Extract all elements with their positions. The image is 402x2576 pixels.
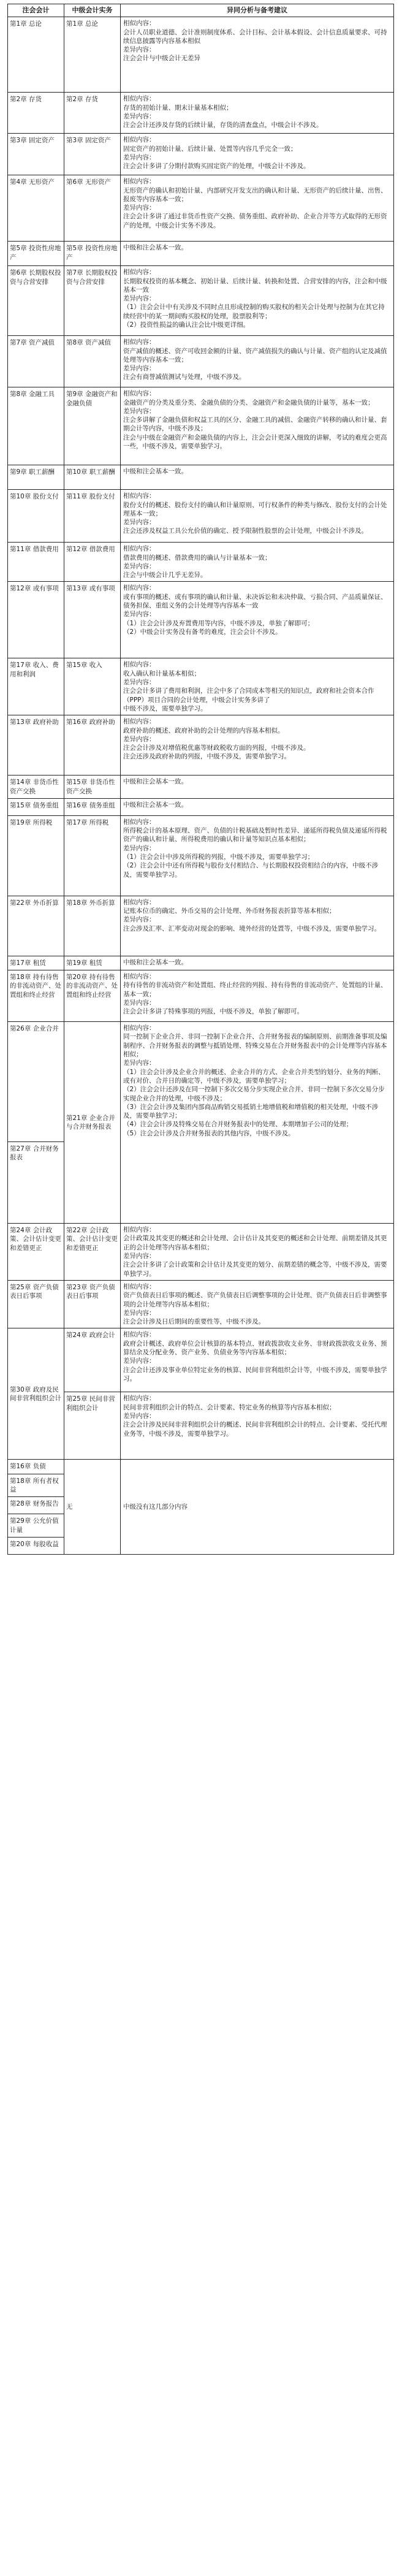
analysis-line: 差异内容： (123, 916, 156, 924)
analysis-line: 差异内容： (123, 611, 156, 619)
cpa-chapter-cell: 第18章 持有待售的非流动资产、处置组和终止经营 (8, 970, 64, 1022)
analysis-cell (121, 387, 394, 465)
analysis-cell (121, 775, 394, 799)
analysis-line: 注会会计涉及民间非营利组织会计的概述、民间非营利组织会计的特点、会计要素、受托代理业务等，中级不涉及，需要单独学习。 (123, 1421, 387, 1438)
intermediate-chapter-cell: 第21章 企业合并与合并财务报表 (64, 1022, 121, 1224)
cpa-chapter-cell: 第24章 会计政策、会计估计变更和差错更正 (8, 1224, 64, 1281)
analysis-line: （1）注会会计涉及企业合并的概述、企业合并的方式、企业合并类型的划分、业务的判断、或有对价、合并日的确定等，中级不涉及，需要单独学习； (123, 1068, 385, 1084)
analysis-line: 相似内容： (123, 718, 156, 726)
intermediate-chapter-cell: 第5章 投资性房地产 (64, 242, 121, 266)
intermediate-chapter-cell: 第24章 政府会计 (64, 1328, 121, 1392)
table-row (8, 93, 394, 134)
table-row (8, 465, 394, 490)
table-row (8, 242, 394, 266)
table-row (8, 17, 394, 93)
analysis-cell (121, 1280, 394, 1328)
table-row (8, 896, 394, 956)
cpa-chapter-cell: 第14章 非货币性资产交换 (8, 775, 64, 799)
intermediate-chapter-cell: 第23章 资产负债表日后事项 (64, 1280, 121, 1328)
comparison-table (7, 4, 394, 1555)
analysis-line: 相似内容： (123, 584, 156, 592)
cpa-chapter-cell: 第12章 或有事项 (8, 582, 64, 658)
cpa-chapter-cell: 第9章 职工薪酬 (8, 465, 64, 490)
analysis-line: 相似内容： (123, 545, 156, 553)
analysis-line: 中级不涉及，需要单独学习。 (123, 704, 207, 712)
intermediate-chapter-cell: 第15章 收入 (64, 658, 121, 715)
analysis-line: 相似内容： (123, 95, 156, 103)
analysis-line: （3）注会会计涉及集团内部商品购销交易抵销土地增值税和增值税的相关处理，中级不涉及，需要单独学习； (123, 1103, 379, 1120)
analysis-line: 相似内容： (123, 269, 156, 276)
analysis-line: 相似内容： (123, 20, 156, 28)
intermediate-chapter-cell: 第13章 或有事项 (64, 582, 121, 658)
analysis-line: 差异内容： (123, 112, 156, 120)
table-row (8, 1224, 394, 1281)
analysis-cell (121, 1224, 394, 1281)
cpa-chapter-cell: 第16章 负债 (8, 1460, 64, 1474)
analysis-line: 差异内容： (123, 735, 156, 743)
cpa-chapter-cell: 第29章 公允价值计量 (8, 1514, 64, 1538)
table-body (8, 17, 394, 1555)
analysis-line: 注会与中级在金融资产和金融负债的内容上，注会会计更深入细致的讲解，考试的难度会更高一些，中级不涉及，需要单独学习。 (123, 433, 387, 451)
analysis-line: 长期股权投资的基本概念、初始计量、后续计量、转换和处置、合营安排的内容，注会和中级基本一致 (123, 277, 387, 294)
cpa-chapter-cell: 第2章 存货 (8, 93, 64, 134)
intermediate-chapter-cell: 第25章 民间非营利组织会计 (64, 1392, 121, 1460)
analysis-line: 记账本位币的确定、外币交易的会计处理、外币财务报表折算等基本相似； (123, 907, 336, 915)
analysis-line: 相似内容： (123, 1331, 156, 1339)
cpa-chapter-cell: 第11章 借款费用 (8, 543, 64, 582)
analysis-line: 注会还涉及权益工具公允价值的确定、授予限制性股票的会计处理，中级会计不涉及。 (123, 527, 368, 535)
analysis-line: 相似内容： (123, 136, 156, 144)
analysis-line: 股份支付的概述、股份支付的确认和计量原则、可行权条件的种类与修改、股份支付的会计处理基本一致； (123, 501, 387, 517)
analysis-line: 相似内容： (123, 492, 156, 500)
intermediate-chapter-cell: 第3章 固定资产 (64, 134, 121, 175)
cpa-chapter-cell: 第6章 长期股权投资与合营安排 (8, 266, 64, 336)
analysis-line: 注会会计还涉及存货的后续计量，存货的清查盘点，中级会计不涉及。 (123, 121, 323, 129)
analysis-cell (121, 896, 394, 956)
cpa-chapter-cell: 第8章 金融工具 (8, 387, 64, 465)
analysis-line: 差异内容： (123, 295, 156, 303)
analysis-line: 差异内容： (123, 1252, 156, 1260)
intermediate-chapter-cell: 第1章 总论 (64, 17, 121, 93)
analysis-line: 差异内容： (123, 407, 156, 415)
table-row (8, 775, 394, 799)
analysis-line: 持有待售的非流动资产和处置组、终止经营的列报、持有待售的非流动资产、处置组的计量、基本一致； (123, 981, 387, 998)
analysis-line: （2）投资性损益的确认注会比中级更详细。 (123, 321, 250, 329)
analysis-line: 政府会计概述、政府单位会计核算的基本特点、财政拨款收支业务、非财政拨款收支业务、预算结余及分配业务、资产业务、负债业务等内容基本相似； (123, 1339, 387, 1357)
analysis-line: 差异内容： (123, 562, 156, 570)
analysis-cell (121, 1022, 394, 1224)
cpa-chapter-cell: 第22章 外币折算 (8, 896, 64, 956)
table-row (8, 815, 394, 896)
analysis-line: 差异内容： (123, 1309, 156, 1317)
analysis-line: 政府补助的概述、政府补助的会计处理的内容基本相似。 (123, 726, 284, 734)
table-row (8, 582, 394, 658)
analysis-line: 注会还涉及政府补助的列报，中级不涉及，需要单独学习。 (123, 753, 290, 761)
analysis-cell (121, 715, 394, 775)
cpa-chapter-cell: 第15章 债务重组 (8, 798, 64, 815)
analysis-line: 民间非营利组织会计的特点、会计要素、特定业务的核算等内容基本相似； (123, 1403, 336, 1411)
analysis-cell (121, 93, 394, 134)
analysis-line: 注会会计多讲了分期付款购买固定资产的处理，中级会计不涉及。 (123, 162, 310, 170)
analysis-cell (121, 658, 394, 715)
analysis-cell (121, 798, 394, 815)
analysis-line: 注会与中级会计几乎无差异。 (123, 571, 207, 579)
analysis-line: 资产负债表日后事项的概述、资产负债表日后调整事项的会计处理、资产负债表日后非调整事项的会计处理等内容基本相似； (123, 1292, 387, 1308)
analysis-cell (121, 1392, 394, 1460)
analysis-line: 相似内容： (123, 898, 156, 906)
cpa-chapter-cell: 第25章 资产负债表日后事项 (8, 1280, 64, 1328)
table-row (8, 387, 394, 465)
analysis-cell (121, 582, 394, 658)
analysis-line: 注会会计多讲了会计政策和会计估计及其变更的划分、前期差错的概念等，中级不涉及，需要单独学习。 (123, 1261, 387, 1278)
analysis-line: 相似内容： (123, 973, 156, 981)
analysis-line: 注会会计涉及对增值税优惠等财政税收方面的列报，中级不涉及。 (123, 744, 310, 752)
analysis-line: 相似内容： (123, 1282, 156, 1290)
intermediate-chapter-cell: 第17章 所得税 (64, 815, 121, 896)
analysis-line: 差异内容： (123, 1412, 156, 1420)
analysis-cell (121, 543, 394, 582)
analysis-line: 注会会计还涉及事业单位特定业务的核算、民间非营利组织会计等，中级不涉及，需要单独学习。 (123, 1366, 387, 1382)
analysis-cell (121, 242, 394, 266)
analysis-line: 中级和注会基本一致。 (123, 778, 188, 786)
intermediate-chapter-cell: 第22章 会计政策、会计估计变更和差错更正 (64, 1224, 121, 1281)
cpa-chapter-cell: 第7章 资产减值 (8, 336, 64, 387)
analysis-line: 差异内容： (123, 519, 156, 527)
analysis-line: 或有事项的概述、或有事项的确认和计量、未决诉讼和未决仲裁、亏损合同、产品质量保证、债务担保、重组义务的会计处理等内容基本一致 (123, 593, 387, 610)
analysis-line: 会计人员职业道德、会计准则制度体系、会计目标、会计基本假设、会计信息质量要求、可持续信息披露等内容基本相似 (123, 28, 387, 45)
cpa-chapter-cell: 第28章 财务报告 (8, 1497, 64, 1514)
analysis-line: 相似内容： (123, 1395, 156, 1403)
table-row (8, 1022, 394, 1142)
table-row (8, 490, 394, 543)
cpa-chapter-cell: 第27章 合并财务报表 (8, 1142, 64, 1224)
cpa-chapter-cell: 第3章 固定资产 (8, 134, 64, 175)
analysis-cell: 中级没有这几部分内容 (121, 1460, 394, 1554)
intermediate-chapter-cell: 第8章 资产减值 (64, 336, 121, 387)
cpa-chapter-cell: 第1章 总论 (8, 17, 64, 93)
analysis-line: 收入确认和计量基本相似； (123, 669, 200, 677)
analysis-line: 金融资产的分类及重分类、金融负债的分类、金融资产和金融负债的计量等，基本一致； (123, 398, 374, 406)
cpa-chapter-cell: 第26章 企业合并 (8, 1022, 64, 1142)
analysis-line: 固定资产的初始计量、后续计量、处置等内容几乎完全一致； (123, 145, 297, 153)
analysis-line: 差异内容： (123, 1357, 156, 1365)
table-row (8, 970, 394, 1022)
table-row (8, 798, 394, 815)
analysis-line: 相似内容： (123, 818, 156, 826)
analysis-line: 注会会计与中级会计无差异 (123, 55, 200, 63)
intermediate-chapter-cell: 第6章 无形资产 (64, 175, 121, 242)
table-row (8, 175, 394, 242)
analysis-cell (121, 970, 394, 1022)
analysis-line: 差异内容： (123, 153, 156, 161)
intermediate-chapter-cell: 第18章 外币折算 (64, 896, 121, 956)
analysis-line: 相似内容： (123, 1226, 156, 1234)
cpa-chapter-cell: 第17章 租赁 (8, 956, 64, 970)
analysis-line: 相似内容： (123, 338, 156, 346)
table-row (8, 1280, 394, 1328)
analysis-line: （5）注会会计涉及合并财务报表的其他内容，中级不涉及。 (123, 1129, 295, 1137)
table-row (8, 1460, 394, 1474)
intermediate-chapter-cell: 第11章 股份支付 (64, 490, 121, 543)
analysis-line: 中级和注会基本一致。 (123, 244, 188, 252)
analysis-line: （1）注会会计中有关涉及不同时点且形成控制的购买股权的相关会计处理与控制为在其它持续经营中的某一期间购买股权的处理，股票股利等； (123, 303, 385, 320)
analysis-line: 差异内容： (123, 844, 156, 852)
analysis-line: 相似内容： (123, 178, 156, 186)
analysis-line: 注会会计涉及日后期间的重要性等，中级不涉及。 (123, 1318, 265, 1326)
analysis-line: 相似内容： (123, 661, 156, 669)
intermediate-chapter-cell: 第19章 租赁 (64, 956, 121, 970)
analysis-cell (121, 336, 394, 387)
header-analysis: 异同分析与备考建议 (121, 4, 394, 17)
analysis-line: 中级和注会基本一致。 (123, 468, 188, 476)
table-row (8, 543, 394, 582)
intermediate-chapter-cell: 第7章 长期股权投资与合营安排 (64, 266, 121, 336)
analysis-line: 所得税会计的基本原理、资产、负债的计税基础及暂时性差异、递延所得税负债及递延所得税资产的确认和计量、所得税费用的确认和计量等知识点基本相似； (123, 827, 387, 844)
analysis-line: 借款费用的概述、借款费用的确认与计量基本一致； (123, 554, 271, 562)
analysis-line: （4）注会会计涉及特殊交易在合并财务报表中的处理、本期增加子公司的处理； (123, 1121, 353, 1129)
cpa-chapter-cell: 第17章 收入、费用和利润 (8, 658, 64, 715)
intermediate-chapter-cell: 第9章 金融资产和金融负债 (64, 387, 121, 465)
analysis-line: 无形资产的确认和初始计量、内部研究开发支出的确认和计量、无形资产的后续计量、出售、报废等内容基本一致； (123, 186, 387, 203)
analysis-line: 注会有商誉减值测试与处理，中级不涉及。 (123, 373, 246, 381)
analysis-line: 相似内容： (123, 1024, 156, 1032)
cpa-chapter-cell: 第5章 投资性房地产 (8, 242, 64, 266)
table-header-row (8, 4, 394, 17)
table-row (8, 658, 394, 715)
analysis-cell (121, 465, 394, 490)
analysis-line: 相似内容： (123, 390, 156, 398)
cpa-chapter-cell: 第4章 无形资产 (8, 175, 64, 242)
analysis-line: 差异内容： (123, 999, 156, 1007)
cpa-chapter-cell: 第18章 所有者权益 (8, 1474, 64, 1497)
table-row (8, 715, 394, 775)
analysis-cell (121, 134, 394, 175)
analysis-line: 中级和注会基本一致。 (123, 801, 188, 809)
analysis-line: 差异内容： (123, 1059, 156, 1067)
analysis-line: 存货的初始计量、期末计量基本相似； (123, 104, 233, 112)
analysis-line: 会计政策及其变更的概述和会计处理、会计估计及其变更的概述和会计处理、前期差错及其更正的会计处理等内容基本相似； (123, 1235, 387, 1251)
cpa-chapter-cell: 第10章 股份支付 (8, 490, 64, 543)
header-intermediate: 中级会计实务 (64, 4, 121, 17)
analysis-line: 资产减值的概述、资产可收回金额的计量、资产减值损失的确认与计量、资产组的认定及减值处理等内容基本一致； (123, 347, 387, 364)
intermediate-chapter-cell: 第2章 存货 (64, 93, 121, 134)
intermediate-chapter-cell: 第16章 债务重组 (64, 798, 121, 815)
analysis-line: 差异内容： (123, 679, 156, 687)
table-row (8, 956, 394, 970)
analysis-line: 同一控制下企业合并、非同一控制下企业合并、合并财务报表的编制原则、前期准备事项及编制程序、合并财务报表的调整与抵销处理、特殊交易在合并财务报表中的会计处理等内容基本相似； (123, 1033, 387, 1059)
intermediate-chapter-cell: 第12章 借款费用 (64, 543, 121, 582)
analysis-line: （1）注会会计涉及弃置费用等内容，中级不涉及，单独了解即可； (123, 619, 314, 627)
cpa-chapter-cell: 第20章 每股收益 (8, 1537, 64, 1554)
table-row (8, 266, 394, 336)
analysis-line: 注会多讲解了金融负债和权益工具的区分、金融工具的减值、金融资产转移的确认和计量、套期会计等内容，中级不涉及； (123, 416, 387, 433)
intermediate-chapter-cell: 第10章 职工薪酬 (64, 465, 121, 490)
analysis-line: （2）注会会计中还有所得税与股份支付相结合、与长期股权投资相结合的内容，中级不涉及，需要单独学习。 (123, 862, 379, 878)
intermediate-chapter-cell: 第16章 政府补助 (64, 715, 121, 775)
intermediate-chapter-cell: 第20章 持有待售的非流动资产、处置组和终止经营 (64, 970, 121, 1022)
analysis-line: 差异内容： (123, 365, 156, 373)
analysis-line: 注会会计多讲了费用和利润，注会中多了合同成本等相关的知识点，政府和社会资本合作（PPP）项目合同的会计处理，中级会计实务多讲了 (123, 687, 374, 704)
analysis-cell (121, 175, 394, 242)
analysis-line: 中级和注会基本一致。 (123, 958, 188, 966)
analysis-cell (121, 815, 394, 896)
analysis-cell (121, 956, 394, 970)
header-cpa: 注会会计 (8, 4, 64, 17)
table-row (8, 1392, 394, 1460)
cpa-chapter-cell: 第30章 政府及民间非营利组织会计 (8, 1328, 64, 1460)
analysis-cell (121, 17, 394, 93)
analysis-line: 注会会计多讲了特殊事项的列报，中级不涉及，单独了解即可。 (123, 1008, 303, 1016)
intermediate-chapter-cell: 无 (64, 1460, 121, 1554)
cpa-chapter-cell: 第19章 所得税 (8, 815, 64, 896)
analysis-line: 注会会计多讲了通过非货币性资产交换、债务重组、政府补助、企业合并等方式取得的无形资产的处理，中级会计实务不涉及。 (123, 213, 387, 229)
analysis-line: （2）注会会计还涉及在同一控制下多次交易分步实现企业合并、非同一控制下多次交易分步实现企业合并的处理，中级不涉及； (123, 1086, 385, 1102)
table-row (8, 1328, 394, 1392)
analysis-line: 差异内容： (123, 46, 156, 54)
cpa-chapter-cell: 第13章 政府补助 (8, 715, 64, 775)
table-row (8, 336, 394, 387)
comparison-table-wrap (7, 0, 393, 1555)
analysis-line: 注会涉及汇率、汇率变动对现金的影响、境外经营的处置等，中级不涉及，需要单独学习。 (123, 924, 381, 932)
intermediate-chapter-cell: 第15章 非货币性资产交换 (64, 775, 121, 799)
analysis-line: （2）中级会计实务没有备考的难度，注会会计不涉及。 (123, 628, 282, 636)
analysis-line: （1）注会会计中涉及所得税的列报，中级不涉及，需要单独学习； (123, 853, 314, 861)
table-row (8, 134, 394, 175)
analysis-cell (121, 266, 394, 336)
analysis-cell (121, 490, 394, 543)
analysis-line: 差异内容： (123, 204, 156, 212)
analysis-cell (121, 1328, 394, 1392)
